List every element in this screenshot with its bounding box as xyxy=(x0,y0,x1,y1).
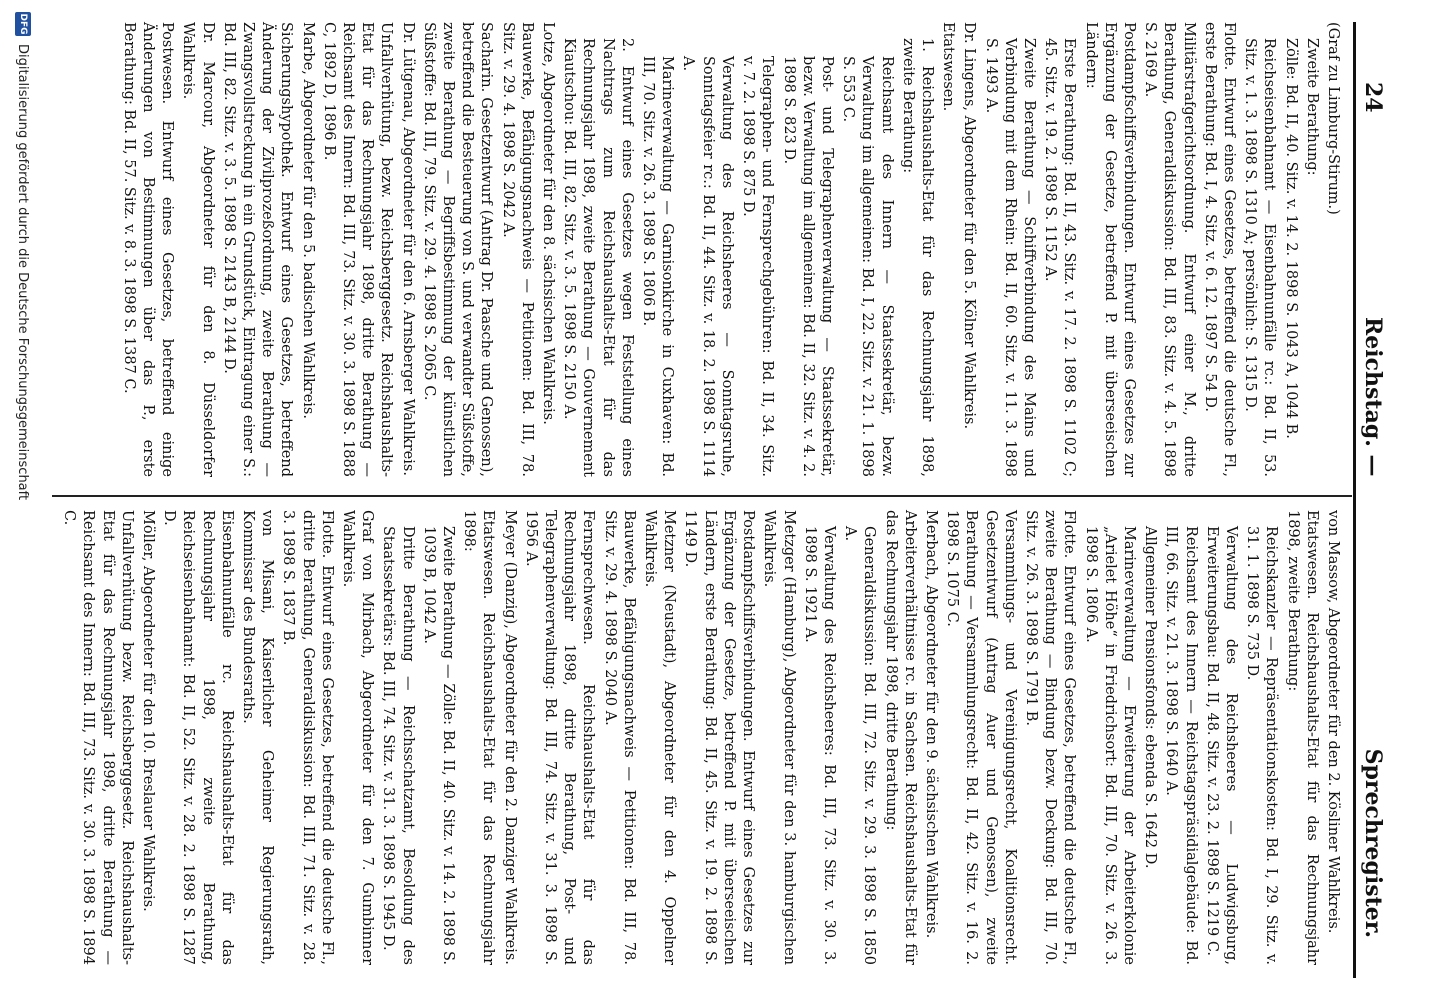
page-number: 24 xyxy=(1360,82,1386,113)
register-entry: Arbeiterverhältnisse rc. in Sachsen. Reichshaushalts-Etat für das Rechnungsjahr 1898, dritte Berathung: xyxy=(882,510,918,965)
register-entry: Sicherungshypothek. Entwurf eines Gesetzes, betreffend Änderung der Zivilprozeßordnung, zweite Berathung — Zwangsvollstreckung in ein Grundstück, Eintragung einer S.: Bd. III, 82. Sitz. v. 3. 5. 1898 S. 2143 B, 2144 D. xyxy=(220,22,295,477)
register-entry: Zweite Berathung: xyxy=(1303,38,1320,176)
header-title-right: Sprechregister. xyxy=(1360,748,1386,938)
register-entry: Lotze, Abgeordneter für den 8. sächsischen Wahlkreis. xyxy=(540,22,557,425)
register-entry: Postwesen. Entwurf eines Gesetzes, betreffend einige Änderungen von Bestimmungen über das P., erste Berathung: Bd. II, 57. Sitz. v. 8. 3. 1898 S. 1387 C. xyxy=(120,22,176,477)
register-entry: Etatswesen. xyxy=(940,22,957,112)
left-column xyxy=(117,22,1342,477)
register-entry: Marineverwaltung — Erweiterung der Arbeiterkolonie „Arielet Höhe“ in Friedrichsort: Bd. III, 70. Sitz. v. 26. 3. 1898 S. 1806 A. xyxy=(1082,526,1137,965)
register-entry: Zweite Berathung — Zölle: Bd. II, 40. Sitz. v. 14. 2. 1898 S. 1039 B, 1042 A. xyxy=(420,526,457,965)
register-entry: Generaldiskussion: Bd. III, 72. Sitz. v. 29. 3. 1898 S. 1850 A. xyxy=(842,526,878,965)
register-entry: Bauwerke, Befähigungsnachweis — Petitionen: Bd. III, 78. Sitz. v. 29. 4. 1898 S. 2042 A. xyxy=(499,22,535,477)
register-entry: (Graf zu Limburg-Stirum.) xyxy=(1325,22,1341,215)
register-entry: Militärstrafgerichtsordnung. Entwurf einer M., dritte Berathung, Generaldiskussion: Bd. III, 83. Sitz. v. 4. 5. 1898 S. 2169 A. xyxy=(1142,22,1197,477)
register-entry: Versammlungs- und Vereinigungsrecht, Koalitionsrecht. Gesetzentwurf (Antrag Auer und Genossen), zweite Berathung — Versammlungsrecht: Bd. II, 42. Sitz. v. 16. 2. 1898 S. 1075 C. xyxy=(944,510,1018,965)
register-entry: Meyer (Danzig), Abgeordneter für den 2. Danziger Wahlkreis. xyxy=(501,510,518,965)
register-entry: Marbe, Abgeordneter für den 5. badischen Wahlkreis. xyxy=(299,22,316,419)
footer-text: Digitalisierung gefördert durch die Deutsche Forschungsgemeinschaft xyxy=(15,44,31,501)
register-entry: Reichsamt des Innern — Staatssekretär, bezw. Verwaltung im allgemeinen: Bd. I, 22. Sitz. v. 21. 1. 1898 S. 553 C. xyxy=(840,56,895,477)
register-entry: Flotte. Entwurf eines Gesetzes, betreffend die deutsche Fl., erste Berathung: Bd. I, 4. Sitz. v. 6. 12. 1897 S. 54 D. xyxy=(1201,22,1237,477)
column-divider xyxy=(52,495,1352,497)
register-entry: von Misani, Kaiserlicher Geheimer Regierungsrath, Kommissar des Bundesraths. xyxy=(240,510,276,965)
register-entry: Erste Berathung: Bd. II, 43. Sitz. v. 17. 2. 1898 S. 1102 C; 45. Sitz. v. 19. 2. 1898 S. 1152 A. xyxy=(1042,38,1078,477)
register-entry: Sacharin. Gesetzentwurf (Antrag Dr. Paasche und Genossen), betreffend die Besteuerung von S. und verwandter Süßstoffe, zweite Berathung — Begriffsbestimmung der künstlichen Süßstoffe: Bd. III, 79. Sitz. v. 29. 4. 1898 S. 2065 C. xyxy=(420,22,495,477)
register-entry: Dr. Lütgenau, Abgeordneter für den 6. Arnsberger Wahlkreis. xyxy=(399,22,416,476)
register-entry: 2. Entwurf eines Gesetzes wegen Feststellung eines Nachtrags zum Reichshaushalts-Etat für das Rechnungsjahr 1898, zweite Berathung — Gouvernement Kiautschou: Bd. III, 82. Sitz. v. 3. 5. 1898 S. 2150 A. xyxy=(561,38,635,477)
register-entry: Postdampfschiffsverbindungen. Entwurf eines Gesetzes zur Ergänzung der Gesetze, betreffend P. mit überseeischen Ländern, erste Berathung: Bd. II, 45. Sitz. v. 19. 2. 1898 S. 1149 D. xyxy=(682,510,757,965)
register-entry: Metzner (Neustadt), Abgeordneter für den 4. Oppelner Wahlkreis. xyxy=(642,510,678,965)
register-entry: Fernsprechwesen. Reichshaushalts-Etat für das Rechnungsjahr 1898, dritte Berathung, Post- und Telegraphenverwaltung: Bd. III, 74. Sitz. v. 31. 3. 1898 S. 1956 A. xyxy=(522,510,597,965)
register-entry: Zweite Berathung — Schiffverbindung des Mains und Verbindung mit dem Rhein: Bd. II, 60. Sitz. v. 11. 3. 1898 S. 1493 A. xyxy=(982,38,1037,477)
register-entry: Verwaltung des Reichsheeres: Bd. III, 73. Sitz. v. 30. 3. 1898 S. 1921 A. xyxy=(801,526,837,965)
register-entry: Eisenbahnunfälle rc. Reichshaushalts-Etat für das Rechnungsjahr 1898, zweite Berathung, Reichseisenbahnamt: Bd. II, 52. Sitz. v. 28. 2. 1898 S. 1287 D. xyxy=(161,510,235,965)
register-entry: Etatswesen. Reichshaushalts-Etat für das Rechnungsjahr 1898: xyxy=(461,510,497,965)
register-entry: Reichsamt des Innern — Reichstagspräsidialgebäude: Bd. III, 66. Sitz. v. 21. 3. 1898 S. 1640 A. xyxy=(1163,526,1199,965)
register-entry: Graf von Mirbach, Abgeordneter für den 7. Gumbinner Wahlkreis. xyxy=(340,510,376,965)
register-entry: Reichseisenbahnamt — Eisenbahnunfälle rc.: Bd. II, 53. Sitz. v. 1. 3. 1898 S. 1310 A; persönlich: S. 1315 D. xyxy=(1242,38,1278,477)
register-entry: Verwaltung des Reichsheeres — Sonntagsruhe, Sonntagsfeier rc.: Bd. II, 44. Sitz. v. 18. 2. 1898 S. 1114 A. xyxy=(680,56,735,477)
register-entry: Dr. Lingens, Abgeordneter für den 5. Kölner Wahlkreis. xyxy=(961,22,978,430)
register-entry: Metzger (Hamburg), Abgeordneter für den 3. hamburgischen Wahlkreis. xyxy=(761,510,797,965)
register-entry: Flotte. Entwurf eines Gesetzes, betreffend die deutsche Fl., zweite Berathung — Bindung bezw. Deckung: Bd. III, 70. Sitz. v. 26. 3. 1898 S. 1791 B. xyxy=(1022,510,1078,965)
register-entry: Reichskanzler — Repräsentationskosten: Bd. I, 29. Sitz. v. 31. 1. 1898 S. 735 D. xyxy=(1244,526,1280,965)
register-entry: Unfallverhütung, bezw. Reichsberggesetz. Reichshaushalts-Etat für das Rechnungsjahr 1898, dritte Berathung — Reichsamt des Innern: Bd. III, 73. Sitz. v. 30. 3. 1898 S. 1888 C, 1892 D, 1896 B. xyxy=(320,22,395,477)
register-entry: Dr. Marcour, Abgeordneter für den 8. Düsseldorfer Wahlkreis. xyxy=(180,22,216,477)
register-entry: Möller, Abgeordneter für den 10. Breslauer Wahlkreis. xyxy=(140,510,157,912)
right-column xyxy=(57,510,1342,965)
register-entry: 1. Reichshaushalts-Etat für das Rechnungsjahr 1898, zweite Berathung: xyxy=(899,38,935,477)
register-entry: Merbach, Abgeordneter für den 9. sächsischen Wahlkreis. xyxy=(922,510,939,939)
register-entry: Telegraphen- und Fernsprechgebühren: Bd. II, 34. Sitz. v. 7. 2. 1898 S. 875 D. xyxy=(740,56,776,477)
footer-credit xyxy=(8,12,38,988)
register-entry: Dritte Berathung — Reichsschatzamt, Besoldung des Staatssekretärs: Bd. III, 74. Sitz. v. 31. 3. 1898 S. 1945 D. xyxy=(380,526,416,965)
register-entry: Unfallverhütung bezw. Reichsberggesetz. Reichshaushalts-Etat für das Rechnungsjahr 1898, dritte Berathung — Reichsamt des Innern: Bd. III, 73. Sitz. v. 30. 3. 1898 S. 1894 C. xyxy=(61,510,135,965)
page-header xyxy=(1353,22,1392,978)
register-entry: Marineverwaltung — Garnisonkirche in Cuxhaven: Bd. III, 70. Sitz. v. 26. 3. 1898 S. 1806 B. xyxy=(640,56,676,477)
register-entry: Bauwerke, Befähigungsnachweis — Petitionen: Bd. III, 78. Sitz. v. 29. 4. 1898 S. 2040 A. xyxy=(601,510,637,965)
register-entry: Verwaltung des Reichsheeres — Ludwigsburg, Erweiterungsbau: Bd. II, 48. Sitz. v. 23. 2. 1898 S. 1219 C. xyxy=(1203,526,1239,965)
header-title-left: Reichstag. — xyxy=(1360,317,1386,477)
register-entry: Etatswesen. Reichshaushalts-Etat für das Rechnungsjahr 1898, zweite Berathung: xyxy=(1284,510,1320,965)
register-entry: von Massow, Abgeordneter für den 2. Kösliner Wahlkreis. xyxy=(1325,510,1341,934)
dfg-logo: DFG xyxy=(15,12,31,36)
register-entry: Flotte. Entwurf eines Gesetzes, betreffend die deutsche Fl., dritte Berathung, Generaldiskussion: Bd. III, 71. Sitz. v. 28. 3. 1898 S. 1837 B. xyxy=(280,510,335,965)
register-entry: Zölle: Bd. II, 40. Sitz. v. 14. 2. 1898 S. 1043 A, 1044 B. xyxy=(1282,38,1299,439)
register-entry: Postdampfschiffsverbindungen. Entwurf eines Gesetzes zur Ergänzung der Gesetze, betreffend P. mit überseeischen Ländern: xyxy=(1082,22,1137,477)
register-entry: Post- und Telegraphenverwaltung — Staatssekretär, bezw. Verwaltung im allgemeinen: Bd. II, 32. Sitz. v. 4. 2. 1898 S. 823 D. xyxy=(780,56,835,477)
register-entry: Allgemeiner Pensionsfonds: ebenda S. 1642 D. xyxy=(1142,526,1159,869)
